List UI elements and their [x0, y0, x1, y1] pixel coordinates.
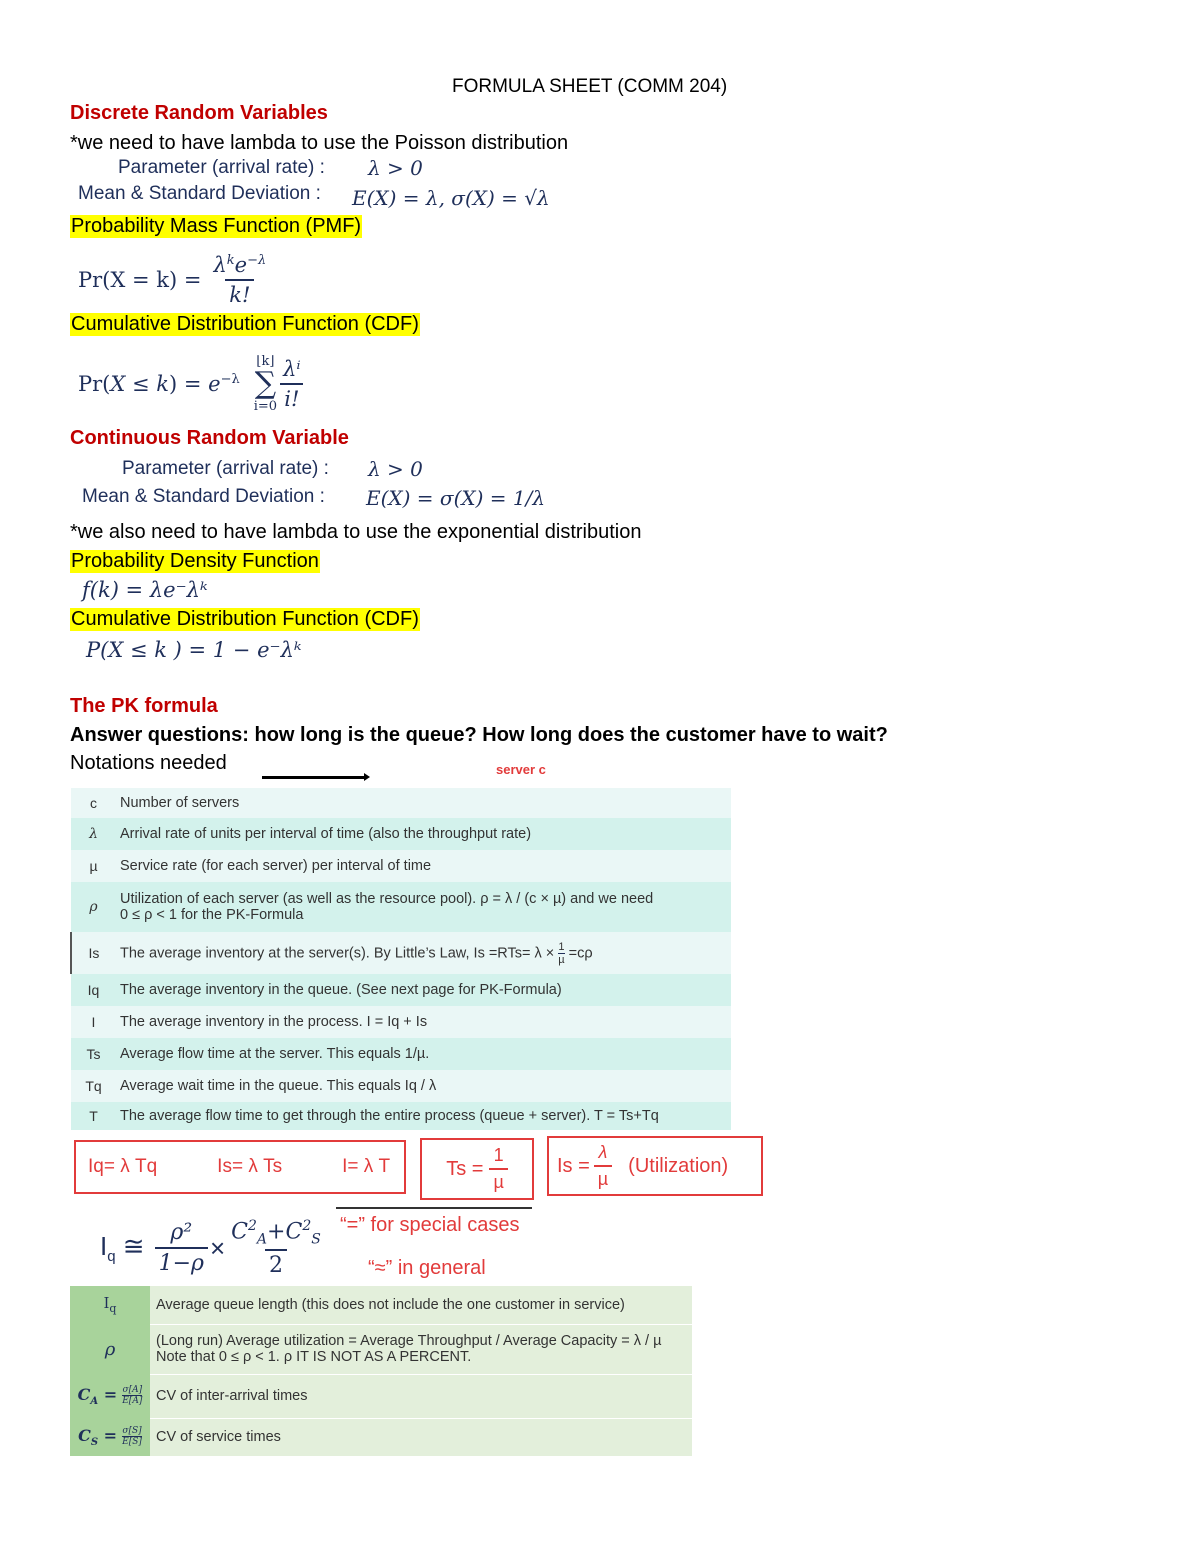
- little-law-i: I= λ T: [342, 1156, 391, 1177]
- pk-formula: [100, 1208, 325, 1288]
- table-row: [71, 1006, 731, 1038]
- times-icon: ×: [209, 1232, 226, 1263]
- notation-symbol: T: [89, 1108, 98, 1124]
- ca-num: σ[A]: [122, 1384, 143, 1395]
- discrete-note: *we need to have lambda to use the Poisson distribution: [70, 132, 569, 154]
- table-row: [71, 882, 731, 932]
- table-row: [70, 1286, 692, 1324]
- pk-desc: Average queue length (this does not include the one customer in service): [150, 1286, 692, 1324]
- notation-desc: Arrival rate of units per interval of time (also the throughput rate): [120, 826, 532, 842]
- notation-desc: The average inventory in the queue. (See next page for PK-Formula): [120, 982, 562, 998]
- general-note: “≈” in general: [368, 1257, 486, 1279]
- notation-symbol: I: [91, 1014, 96, 1030]
- pdf-formula: f(k) = λe⁻λᵏ: [82, 578, 208, 602]
- divider: [336, 1207, 532, 1209]
- table-row: [70, 1374, 692, 1418]
- notation-frac-num: 1: [558, 940, 565, 953]
- utilization-label: (Utilization): [628, 1154, 729, 1177]
- notation-desc-line2: 0 ≤ ρ < 1 for the PK-Formula: [120, 907, 304, 923]
- table-row: [71, 932, 731, 974]
- notation-frac-den: µ: [558, 953, 565, 966]
- pk-formula-lhs: $I_q$ ≅: [100, 1230, 145, 1266]
- pk-frac1-num: ρ²: [170, 1220, 193, 1245]
- continuous-note: *we also need to have lambda to use the exponential distribution: [70, 521, 642, 543]
- cdf-lhs: $Pr(X \le k) = e^{-\lambda}$: [78, 372, 240, 396]
- pmf-heading: Probability Mass Function (PMF): [71, 215, 362, 237]
- little-law-is: Is= λ Ts: [217, 1156, 283, 1177]
- pk-desc: [150, 1324, 692, 1374]
- continuous-mean-value: E(X) = σ(X) = 1/λ: [366, 486, 546, 510]
- ts-num: 1: [493, 1145, 504, 1165]
- cdf-denominator: i!: [280, 383, 303, 411]
- cs-den: E[S]: [122, 1436, 142, 1447]
- pk-symbol: ρ: [70, 1324, 150, 1374]
- ca-fraction: [122, 1385, 142, 1406]
- notation-desc: [116, 882, 731, 932]
- discrete-param-value: λ > 0: [368, 156, 423, 180]
- cdf-formula-discrete: [78, 344, 305, 424]
- little-law-box: [74, 1140, 406, 1194]
- pk-desc: CV of service times: [150, 1418, 692, 1456]
- cutoff-text: server c: [496, 762, 546, 777]
- notation-desc-tail: =cρ: [568, 944, 593, 961]
- discrete-heading: Discrete Random Variables: [70, 102, 328, 124]
- sigma-icon: ∑: [254, 366, 277, 401]
- notation-symbol: Ts: [86, 1046, 101, 1062]
- pmf-formula: [78, 252, 270, 308]
- notation-symbol: Tq: [85, 1078, 102, 1094]
- pk-question: Answer questions: how long is the queue? How long does the customer have to wait?: [70, 724, 888, 746]
- little-law-iq: Iq= λ Tq: [88, 1156, 158, 1177]
- pmf-denominator: k!: [225, 279, 254, 307]
- pmf-numerator: $\lambda^ke^{-\lambda}$: [213, 253, 267, 277]
- cdf-summation: [254, 354, 277, 414]
- pk-symbol: $I_q$: [70, 1286, 150, 1324]
- discrete-mean-value: E(X) = λ, σ(X) = √λ: [352, 186, 550, 210]
- cdf-lower-limit: i=0: [253, 399, 278, 414]
- discrete-mean-label: Mean & Standard Deviation :: [78, 183, 321, 204]
- pk-frac2-num: $C^2_A+C^2_S$: [231, 1217, 321, 1248]
- notation-symbol: Is: [71, 932, 116, 974]
- pk-frac1-den: 1−ρ: [155, 1247, 208, 1276]
- notation-symbol: ρ: [89, 899, 98, 915]
- ts-lhs: Ts =: [446, 1157, 484, 1180]
- cs-fraction: [122, 1426, 142, 1447]
- pk-symbol: [70, 1418, 150, 1456]
- notation-desc: [116, 932, 731, 974]
- pk-frac1: [155, 1220, 208, 1276]
- cs-num: σ[S]: [122, 1425, 142, 1436]
- ca-label: $C_A$ =: [77, 1384, 118, 1408]
- cdf-formula-continuous: P(X ≤ k ) = 1 − e⁻λᵏ: [86, 638, 302, 662]
- notations-label: Notations needed: [70, 752, 227, 774]
- page-title: FORMULA SHEET (COMM 204): [452, 76, 728, 97]
- pk-frac2-den: 2: [265, 1249, 287, 1278]
- notation-symbol: Iq: [87, 982, 100, 998]
- utilization-box: [547, 1136, 763, 1196]
- special-cases-note: “=” for special cases: [340, 1214, 520, 1236]
- ts-fraction: [489, 1145, 507, 1193]
- notation-desc-line1: Utilization of each server (as well as the resource pool). ρ = λ / (c × µ) and we need: [120, 891, 654, 907]
- notation-desc: The average flow time to get through the entire process (queue + server). T = Ts+Tq: [120, 1108, 659, 1124]
- notation-fraction: [558, 941, 564, 966]
- notation-symbol: λ: [89, 826, 98, 842]
- notation-desc: Number of servers: [120, 795, 240, 811]
- notation-table: [70, 788, 732, 1130]
- pk-desc-line1: (Long run) Average utilization = Average Throughput / Average Capacity = λ / µ: [156, 1333, 662, 1349]
- cdf-upper-limit: ⌊k⌋: [256, 354, 275, 369]
- pdf-heading: Probability Density Function: [71, 550, 319, 572]
- pk-notation-table: [70, 1286, 692, 1457]
- pmf-lhs: Pr(X = k) =: [78, 268, 202, 292]
- notation-desc: Service rate (for each server) per interval of time: [120, 858, 432, 874]
- pk-heading: The PK formula: [70, 695, 218, 717]
- table-row: [71, 1038, 731, 1070]
- notation-desc: Average flow time at the server. This equals 1/µ.: [120, 1046, 430, 1062]
- table-row: [70, 1324, 692, 1374]
- arrow-line: [262, 776, 366, 779]
- utilization-den: µ: [594, 1165, 612, 1190]
- ts-den: µ: [489, 1168, 507, 1193]
- continuous-mean-label: Mean & Standard Deviation :: [82, 486, 325, 507]
- cdf-numerator: λⁱ: [283, 357, 301, 381]
- table-row: [71, 974, 731, 1006]
- notation-desc: Average wait time in the queue. This equals Iq / λ: [120, 1078, 437, 1094]
- notation-desc-text: The average inventory at the server(s). By Little’s Law, Is =RTs= λ ×: [120, 944, 555, 961]
- utilization-num: λ: [598, 1142, 608, 1162]
- continuous-param-label: Parameter (arrival rate) :: [122, 458, 329, 479]
- pk-frac2: [227, 1218, 325, 1279]
- arrow-head-icon: [364, 773, 370, 781]
- table-row: [70, 1418, 692, 1456]
- cs-label: $C_S$ =: [78, 1425, 118, 1449]
- discrete-param-label: Parameter (arrival rate) :: [118, 157, 325, 178]
- pmf-fraction: [209, 253, 270, 307]
- table-row: [71, 1102, 731, 1130]
- notation-symbol: µ: [89, 858, 98, 874]
- pk-desc-line2: Note that 0 ≤ ρ < 1. ρ IT IS NOT AS A PERCENT.: [156, 1349, 472, 1365]
- ca-den: E[A]: [122, 1395, 143, 1406]
- table-row: [71, 850, 731, 882]
- cutoff-text-clip: [496, 762, 560, 780]
- notation-desc: The average inventory in the process. I = Iq + Is: [120, 1014, 428, 1030]
- continuous-param-value: λ > 0: [368, 457, 423, 481]
- cdf-fraction: [279, 357, 305, 411]
- pk-symbol: [70, 1374, 150, 1418]
- ts-box: [420, 1138, 534, 1200]
- pk-desc: CV of inter-arrival times: [150, 1374, 692, 1418]
- cdf-heading-continuous: Cumulative Distribution Function (CDF): [71, 608, 419, 630]
- notation-symbol: c: [90, 795, 97, 811]
- table-row: [71, 818, 731, 850]
- table-row: [71, 788, 731, 818]
- table-row: [71, 1070, 731, 1102]
- continuous-heading: Continuous Random Variable: [70, 427, 349, 449]
- cdf-heading-discrete: Cumulative Distribution Function (CDF): [71, 313, 419, 335]
- utilization-lhs: Is =: [557, 1154, 590, 1177]
- utilization-fraction: [594, 1142, 612, 1190]
